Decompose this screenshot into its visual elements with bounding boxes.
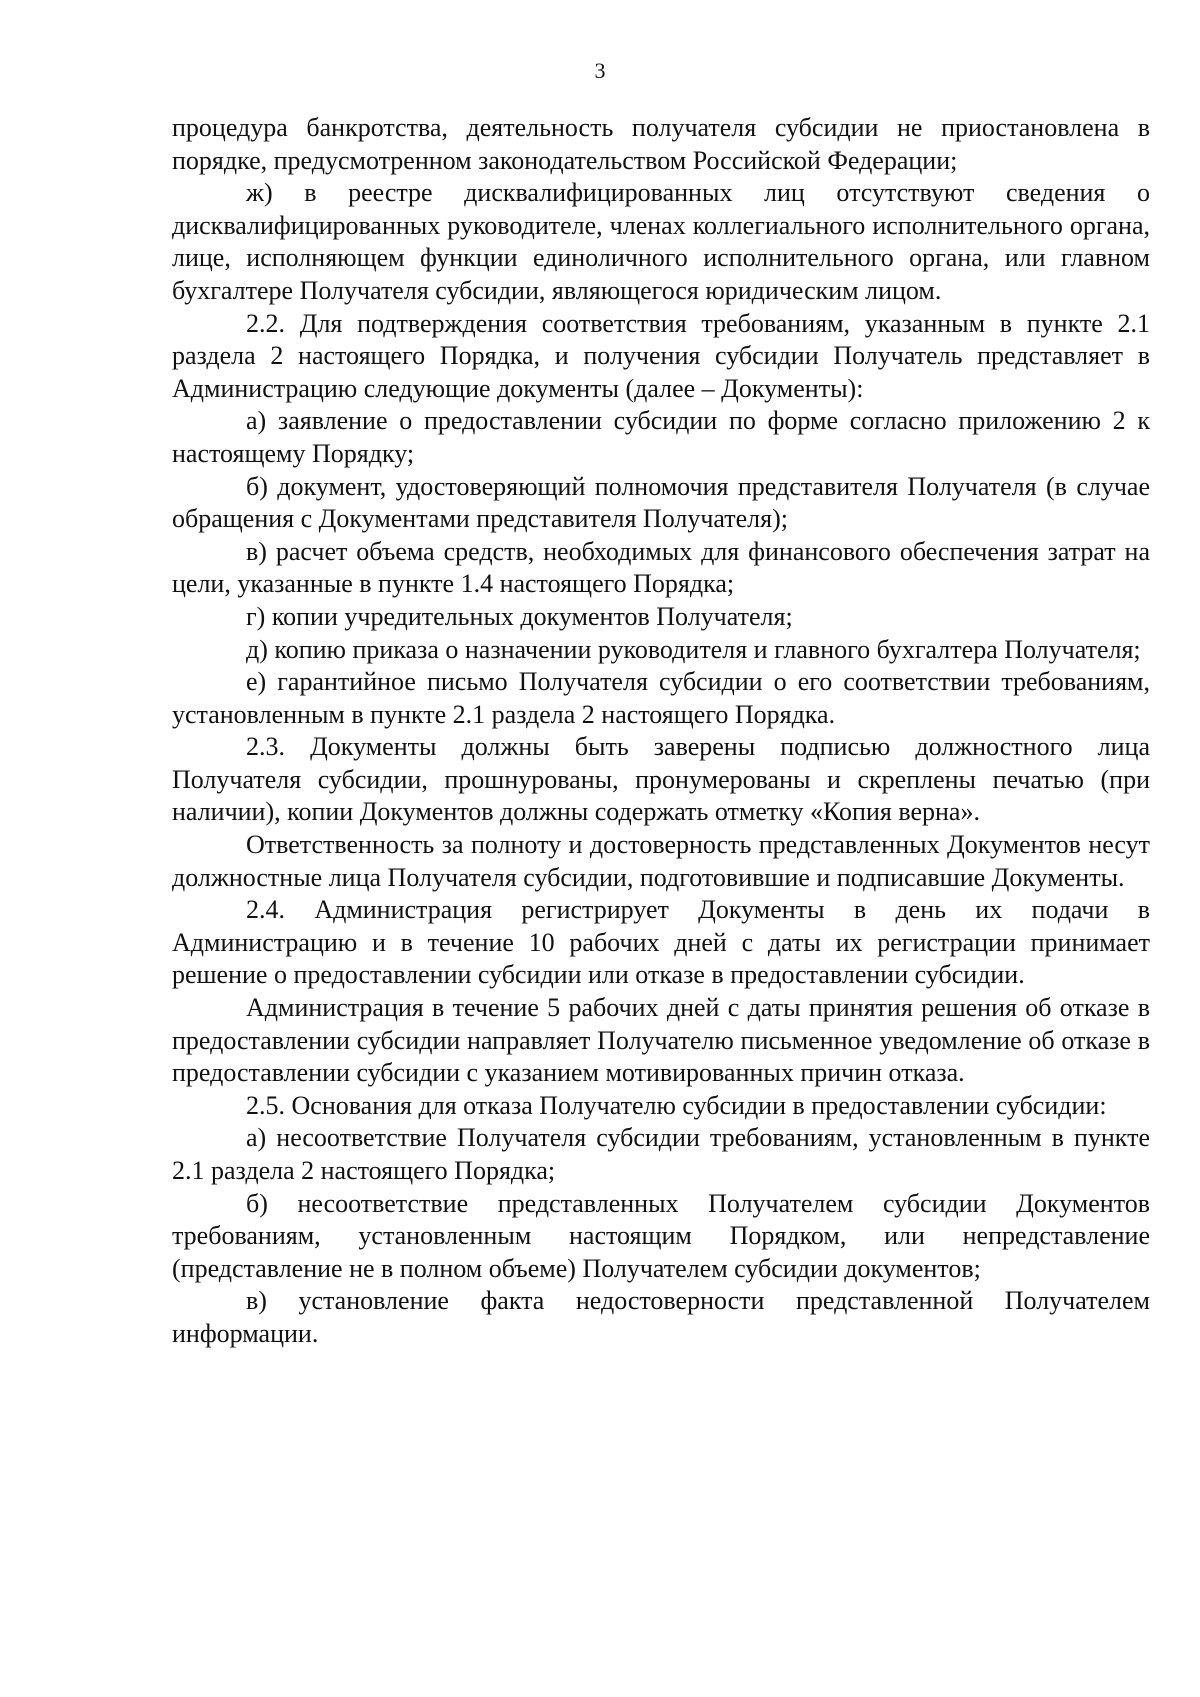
paragraph-responsibility: Ответственность за полноту и достоверность представленных Документов несут должностные лица Получателя субсидии, подготовившие и подписавшие Документы. bbox=[172, 830, 1150, 892]
document-body bbox=[172, 112, 1150, 1351]
paragraph-item-e: е) гарантийное письмо Получателя субсидии о его соответствии требованиям, установленным в пункте 2.1 раздела 2 настоящего Порядка. bbox=[172, 667, 1150, 729]
paragraph-item-d: д) копию приказа о назначении руководителя и главного бухгалтера Получателя; bbox=[246, 634, 1141, 664]
paragraph-item-zh: ж) в реестре дисквалифицированных лиц отсутствуют сведения о дисквалифицированных руководителе, членах коллегиального исполнительного органа, лице, исполняющем функции единоличного исполнительного органа, или главном бухгалтере Получателя субсидии, являющегося юридическим лицом. bbox=[172, 178, 1150, 305]
paragraph-ground-a: а) несоответствие Получателя субсидии требованиям, установленным в пункте 2.1 раздела 2 настоящего Порядка; bbox=[172, 1123, 1150, 1185]
paragraph-2-4: 2.4. Администрация регистрирует Документы в день их подачи в Администрацию и в течение 10 рабочих дней с даты их регистрации принимает решение о предоставлении субсидии или отказе в предоставлении субсидии. bbox=[172, 895, 1150, 990]
paragraph-2-3: 2.3. Документы должны быть заверены подписью должностного лица Получателя субсидии, прошнурованы, пронумерованы и скреплены печатью (при наличии), копии Документов должны содержать отметку «Копия верна». bbox=[172, 732, 1150, 827]
paragraph-item-v: в) расчет объема средств, необходимых для финансового обеспечения затрат на цели, указанные в пункте 1.4 настоящего Порядка; bbox=[172, 536, 1150, 599]
paragraph-item-a: а) заявление о предоставлении субсидии по форме согласно приложению 2 к настоящему Порядку; bbox=[172, 406, 1150, 468]
page-number: 3 bbox=[594, 58, 606, 83]
paragraph-continuation: процедура банкротства, деятельность получателя субсидии не приостановлена в порядке, предусмотренном законодательством Российской Федерации; bbox=[172, 113, 1150, 175]
paragraph-ground-b: б) несоответствие представленных Получателем субсидии Документов требованиям, установленным настоящим Порядком, или непредставление (представление не в полном объеме) Получателем субсидии документов; bbox=[172, 1188, 1150, 1283]
paragraph-2-2: 2.2. Для подтверждения соответствия требованиям, указанным в пункте 2.1 раздела 2 настоящего Порядка, и получения субсидии Получатель представляет в Администрацию следующие документы (далее – Документы): bbox=[172, 308, 1150, 403]
paragraph-item-g: г) копии учредительных документов Получателя; bbox=[246, 601, 793, 631]
paragraph-ground-v: в) установление факта недостоверности представленной Получателем информации. bbox=[172, 1286, 1150, 1348]
paragraph-2-5: 2.5. Основания для отказа Получателю субсидии в предоставлении субсидии: bbox=[246, 1090, 1107, 1120]
paragraph-refusal-notice: Администрация в течение 5 рабочих дней с даты принятия решения об отказе в предоставлении субсидии направляет Получателю письменное уведомление об отказе в предоставлении субсидии с указанием мотивированных причин отказа. bbox=[172, 993, 1150, 1088]
paragraph-item-b: б) документ, удостоверяющий полномочия представителя Получателя (в случае обращения с Документами представителя Получателя); bbox=[172, 471, 1150, 534]
